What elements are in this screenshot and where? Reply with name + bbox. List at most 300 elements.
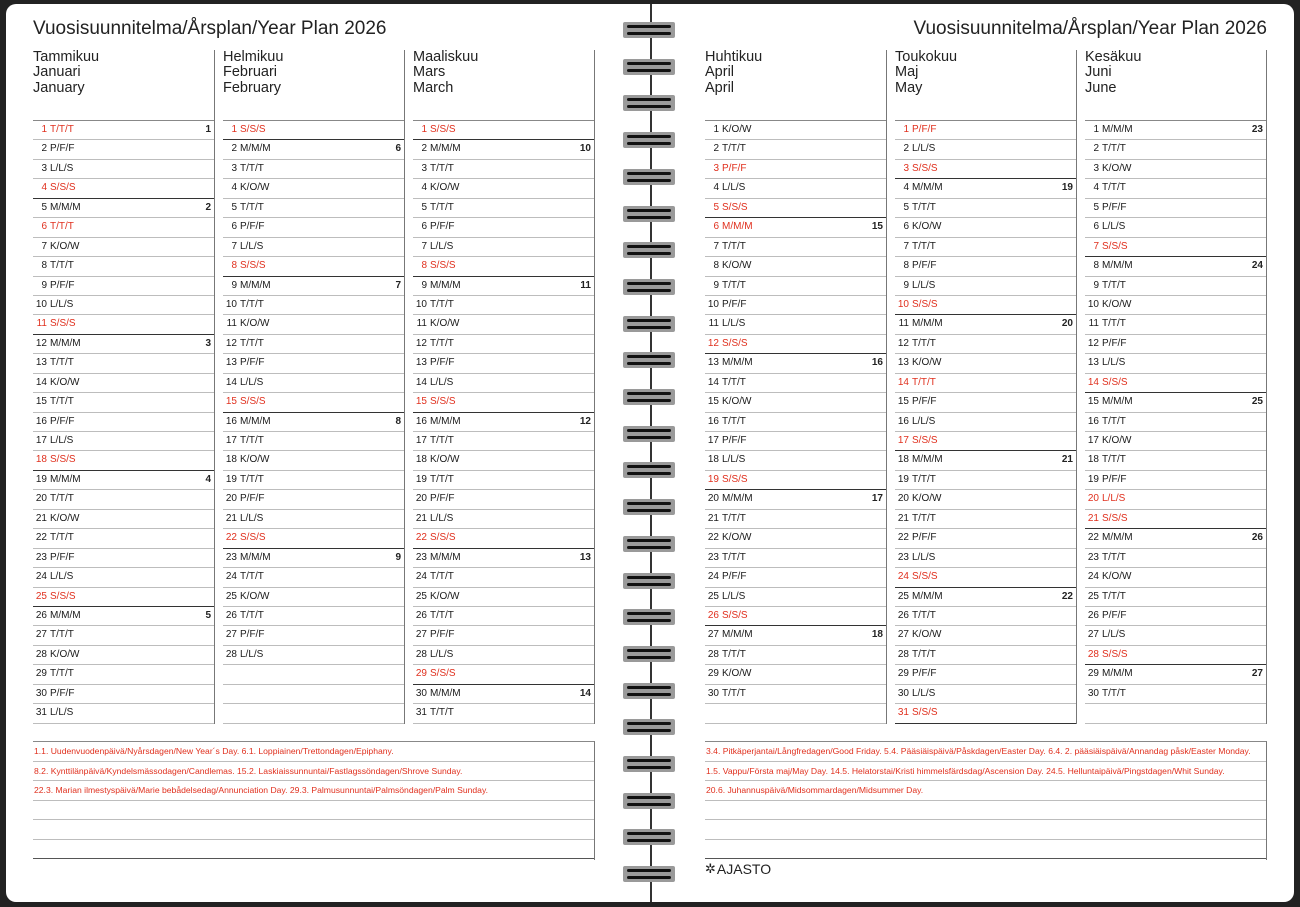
weekday-abbrev: L/L/S bbox=[1102, 493, 1126, 505]
day-row[interactable] bbox=[1085, 277, 1266, 296]
day-row[interactable] bbox=[895, 490, 1076, 509]
day-row[interactable] bbox=[705, 277, 886, 296]
day-number: 16 bbox=[225, 415, 237, 427]
weekday-abbrev: K/O/W bbox=[430, 590, 460, 602]
day-row[interactable] bbox=[895, 121, 1076, 140]
day-row[interactable] bbox=[33, 374, 214, 393]
day-row[interactable] bbox=[1085, 238, 1266, 257]
day-row[interactable] bbox=[895, 665, 1076, 684]
day-row[interactable] bbox=[705, 413, 886, 432]
day-row[interactable] bbox=[895, 257, 1076, 276]
day-row[interactable] bbox=[223, 665, 404, 684]
day-row[interactable] bbox=[705, 121, 886, 140]
day-row[interactable] bbox=[705, 335, 886, 354]
weekday-abbrev: L/L/S bbox=[912, 279, 936, 291]
day-number: 17 bbox=[1087, 435, 1099, 446]
day-row[interactable] bbox=[223, 646, 404, 665]
weekday-abbrev: K/O/W bbox=[722, 396, 752, 408]
day-row[interactable] bbox=[33, 238, 214, 257]
month-name-line: Helmikuu bbox=[223, 49, 284, 65]
day-row[interactable] bbox=[223, 121, 404, 140]
day-row[interactable] bbox=[413, 238, 594, 257]
day-number: 26 bbox=[35, 609, 47, 621]
day-row[interactable] bbox=[1085, 549, 1266, 568]
weekday-abbrev: T/T/T bbox=[912, 240, 936, 252]
day-row[interactable] bbox=[1085, 646, 1266, 665]
day-row[interactable] bbox=[33, 685, 214, 704]
day-row[interactable] bbox=[895, 218, 1076, 237]
weekday-abbrev: K/O/W bbox=[722, 668, 752, 680]
day-row[interactable] bbox=[223, 179, 404, 198]
weekday-abbrev: M/M/M bbox=[1102, 396, 1133, 408]
day-row[interactable] bbox=[895, 646, 1076, 665]
day-row[interactable] bbox=[895, 568, 1076, 587]
day-number: 20 bbox=[897, 493, 909, 505]
day-number: 19 bbox=[415, 473, 427, 485]
day-row[interactable] bbox=[705, 471, 886, 490]
month-name-line: January bbox=[33, 79, 85, 96]
day-row[interactable] bbox=[705, 199, 886, 218]
day-row[interactable] bbox=[895, 374, 1076, 393]
day-row[interactable] bbox=[1085, 704, 1266, 723]
day-row[interactable] bbox=[895, 588, 1076, 607]
day-number: 7 bbox=[231, 240, 237, 252]
day-row[interactable] bbox=[223, 568, 404, 587]
day-row[interactable] bbox=[223, 607, 404, 626]
weekday-abbrev: P/F/F bbox=[50, 551, 75, 563]
note-line[interactable]: 1.5. Vappu/Första maj/May Day. 14.5. Helatorstai/Kristi himmelsfärdsdag/Ascension Day. 24.5. Helluntaipäivä/Pingstdagen/Whit Sunday. bbox=[705, 762, 1266, 782]
page-title: Vuosisuunnitelma/Årsplan/Year Plan 2026 bbox=[913, 18, 1267, 39]
day-number: 28 bbox=[35, 648, 47, 660]
day-number: 27 bbox=[35, 629, 47, 641]
day-row[interactable] bbox=[33, 607, 214, 626]
weekday-abbrev: T/T/T bbox=[240, 162, 264, 174]
day-row[interactable] bbox=[223, 471, 404, 490]
weekday-abbrev: T/T/T bbox=[240, 473, 264, 485]
week-number: 19 bbox=[1061, 182, 1073, 194]
day-row[interactable] bbox=[223, 296, 404, 315]
day-row[interactable] bbox=[895, 315, 1076, 334]
week-number: 3 bbox=[205, 337, 211, 349]
day-row[interactable] bbox=[1085, 335, 1266, 354]
day-row[interactable] bbox=[413, 393, 594, 412]
day-row[interactable] bbox=[223, 510, 404, 529]
month-name-line: February bbox=[223, 79, 282, 96]
day-number: 22 bbox=[707, 532, 719, 544]
week-number: 27 bbox=[1251, 668, 1263, 680]
holiday-notes bbox=[705, 741, 1267, 860]
day-row[interactable] bbox=[705, 296, 886, 315]
day-row[interactable] bbox=[413, 568, 594, 587]
day-row[interactable] bbox=[33, 626, 214, 645]
day-number: 31 bbox=[415, 707, 427, 719]
note-line[interactable]: 22.3. Marian ilmestyspäivä/Marie bebådelsedag/Annunciation Day. 29.3. Palmusunnuntai/Palmsöndagen/Palm Sunday. bbox=[33, 781, 594, 801]
day-row[interactable] bbox=[705, 685, 886, 704]
day-row[interactable] bbox=[705, 704, 886, 723]
binding-ring bbox=[623, 169, 675, 185]
day-number: 26 bbox=[1087, 609, 1099, 621]
day-row[interactable] bbox=[1085, 199, 1266, 218]
day-row[interactable] bbox=[895, 510, 1076, 529]
day-row[interactable] bbox=[895, 685, 1076, 704]
day-row[interactable] bbox=[33, 218, 214, 237]
day-row[interactable] bbox=[1085, 160, 1266, 179]
day-row[interactable] bbox=[1085, 510, 1266, 529]
weekday-abbrev: T/T/T bbox=[722, 415, 746, 427]
day-row[interactable] bbox=[223, 335, 404, 354]
day-row[interactable] bbox=[413, 121, 594, 140]
day-row[interactable] bbox=[895, 277, 1076, 296]
day-row[interactable] bbox=[1085, 607, 1266, 626]
day-row[interactable] bbox=[223, 549, 404, 568]
day-row[interactable] bbox=[413, 607, 594, 626]
day-row[interactable] bbox=[705, 568, 886, 587]
day-row[interactable] bbox=[413, 335, 594, 354]
day-row[interactable] bbox=[705, 218, 886, 237]
day-row[interactable] bbox=[705, 451, 886, 470]
binding-ring bbox=[623, 242, 675, 258]
day-row[interactable] bbox=[705, 626, 886, 645]
day-row[interactable] bbox=[705, 393, 886, 412]
weekday-abbrev: P/F/F bbox=[430, 357, 455, 369]
binding-ring bbox=[623, 59, 675, 75]
day-row[interactable] bbox=[895, 140, 1076, 159]
day-row[interactable] bbox=[413, 510, 594, 529]
day-row[interactable] bbox=[895, 471, 1076, 490]
day-row[interactable] bbox=[1085, 588, 1266, 607]
day-row[interactable] bbox=[895, 607, 1076, 626]
day-number: 2 bbox=[1093, 143, 1099, 155]
day-row[interactable] bbox=[33, 257, 214, 276]
day-row[interactable] bbox=[1085, 218, 1266, 237]
day-row[interactable] bbox=[705, 549, 886, 568]
note-line[interactable] bbox=[33, 820, 594, 840]
note-line[interactable] bbox=[33, 840, 594, 860]
note-line[interactable] bbox=[705, 801, 1266, 821]
day-row[interactable] bbox=[895, 238, 1076, 257]
day-number: 28 bbox=[415, 648, 427, 660]
day-number: 24 bbox=[35, 571, 47, 583]
day-row[interactable] bbox=[1085, 451, 1266, 470]
day-row[interactable] bbox=[1085, 296, 1266, 315]
day-row[interactable] bbox=[1085, 432, 1266, 451]
day-number: 7 bbox=[713, 240, 719, 252]
day-row[interactable] bbox=[33, 665, 214, 684]
day-row[interactable] bbox=[413, 140, 594, 159]
day-number: 24 bbox=[415, 571, 427, 583]
day-row[interactable] bbox=[33, 413, 214, 432]
day-row[interactable] bbox=[33, 510, 214, 529]
weekday-abbrev: T/T/T bbox=[50, 357, 74, 369]
day-row[interactable] bbox=[705, 179, 886, 198]
day-row[interactable] bbox=[223, 354, 404, 373]
note-line[interactable]: 8.2. Kynttilänpäivä/Kyndelsmässodagen/Candlemas. 15.2. Laskiaissunnuntai/Fastlagssöndagen/Shrove Sunday. bbox=[33, 762, 594, 782]
day-row[interactable] bbox=[33, 277, 214, 296]
day-row[interactable] bbox=[33, 160, 214, 179]
day-row[interactable] bbox=[413, 160, 594, 179]
day-row[interactable] bbox=[223, 218, 404, 237]
day-number: 4 bbox=[231, 182, 237, 194]
day-row[interactable] bbox=[705, 432, 886, 451]
day-row[interactable] bbox=[33, 393, 214, 412]
day-row[interactable] bbox=[413, 277, 594, 296]
day-row[interactable] bbox=[223, 140, 404, 159]
weekday-abbrev: P/F/F bbox=[722, 298, 747, 310]
weekday-abbrev: K/O/W bbox=[912, 493, 942, 505]
binding-ring bbox=[623, 536, 675, 552]
day-row[interactable] bbox=[1085, 179, 1266, 198]
day-row[interactable] bbox=[223, 451, 404, 470]
day-row[interactable] bbox=[895, 451, 1076, 470]
day-row[interactable] bbox=[223, 374, 404, 393]
day-row[interactable] bbox=[223, 160, 404, 179]
day-row[interactable] bbox=[33, 432, 214, 451]
day-row[interactable] bbox=[33, 529, 214, 548]
day-row[interactable] bbox=[413, 315, 594, 334]
day-row[interactable] bbox=[413, 626, 594, 645]
week-number: 6 bbox=[395, 143, 401, 155]
day-row[interactable] bbox=[33, 140, 214, 159]
month-name bbox=[1085, 50, 1266, 120]
day-row[interactable] bbox=[33, 646, 214, 665]
day-row[interactable] bbox=[413, 665, 594, 684]
day-list bbox=[223, 120, 404, 724]
day-row[interactable] bbox=[895, 199, 1076, 218]
day-row[interactable] bbox=[895, 704, 1076, 723]
day-row[interactable] bbox=[223, 257, 404, 276]
day-row[interactable] bbox=[895, 179, 1076, 198]
day-number: 15 bbox=[35, 396, 47, 408]
day-number: 8 bbox=[903, 260, 909, 272]
day-row[interactable] bbox=[33, 354, 214, 373]
month-name-line: March bbox=[413, 79, 454, 96]
day-row[interactable] bbox=[705, 160, 886, 179]
weekday-abbrev: P/F/F bbox=[240, 493, 265, 505]
day-row[interactable] bbox=[33, 315, 214, 334]
day-number: 7 bbox=[1093, 240, 1099, 252]
day-row[interactable] bbox=[223, 588, 404, 607]
day-row[interactable] bbox=[33, 490, 214, 509]
day-row[interactable] bbox=[413, 490, 594, 509]
weekday-abbrev: M/M/M bbox=[50, 609, 81, 621]
day-row[interactable] bbox=[413, 451, 594, 470]
weekday-abbrev: P/F/F bbox=[240, 221, 265, 233]
day-number: 27 bbox=[707, 629, 719, 641]
day-row[interactable] bbox=[33, 451, 214, 470]
weekday-abbrev: L/L/S bbox=[912, 551, 936, 563]
day-row[interactable] bbox=[705, 315, 886, 334]
day-row[interactable] bbox=[705, 354, 886, 373]
day-row[interactable] bbox=[223, 704, 404, 723]
month-name-line: Juni bbox=[1085, 64, 1112, 81]
day-row[interactable] bbox=[223, 626, 404, 645]
day-row[interactable] bbox=[1085, 140, 1266, 159]
day-row[interactable] bbox=[413, 685, 594, 704]
day-row[interactable] bbox=[1085, 257, 1266, 276]
day-row[interactable] bbox=[223, 413, 404, 432]
weekday-abbrev: M/M/M bbox=[912, 454, 943, 466]
day-row[interactable] bbox=[413, 549, 594, 568]
day-row[interactable] bbox=[413, 588, 594, 607]
day-row[interactable] bbox=[1085, 393, 1266, 412]
note-line[interactable]: 20.6. Juhannuspäivä/Midsommardagen/Midsummer Day. bbox=[705, 781, 1266, 801]
day-row[interactable] bbox=[33, 568, 214, 587]
weekday-abbrev: S/S/S bbox=[912, 707, 938, 719]
month-name bbox=[895, 50, 1076, 120]
week-number: 23 bbox=[1251, 124, 1263, 135]
day-row[interactable] bbox=[33, 179, 214, 198]
day-row[interactable] bbox=[895, 432, 1076, 451]
day-row[interactable] bbox=[413, 354, 594, 373]
weekday-abbrev: L/L/S bbox=[912, 687, 936, 699]
day-row[interactable] bbox=[413, 432, 594, 451]
day-number: 26 bbox=[225, 609, 237, 621]
day-row[interactable] bbox=[413, 529, 594, 548]
day-number: 17 bbox=[707, 435, 719, 446]
weekday-abbrev: T/T/T bbox=[430, 435, 454, 446]
weekday-abbrev: S/S/S bbox=[1102, 240, 1128, 252]
weekday-abbrev: P/F/F bbox=[722, 571, 747, 583]
day-row[interactable] bbox=[223, 393, 404, 412]
weekday-abbrev: M/M/M bbox=[722, 221, 753, 233]
day-row[interactable] bbox=[705, 607, 886, 626]
note-line[interactable] bbox=[705, 820, 1266, 840]
day-number: 17 bbox=[897, 435, 909, 446]
day-row[interactable] bbox=[1085, 354, 1266, 373]
day-row[interactable] bbox=[705, 374, 886, 393]
day-row[interactable] bbox=[413, 471, 594, 490]
day-row[interactable] bbox=[705, 490, 886, 509]
week-number: 26 bbox=[1251, 532, 1263, 544]
day-number: 6 bbox=[1093, 221, 1099, 233]
day-row[interactable] bbox=[895, 529, 1076, 548]
weekday-abbrev: M/M/M bbox=[430, 415, 461, 427]
weekday-abbrev: K/O/W bbox=[430, 454, 460, 466]
weekday-abbrev: T/T/T bbox=[1102, 182, 1126, 194]
day-row[interactable] bbox=[1085, 121, 1266, 140]
weekday-abbrev: T/T/T bbox=[1102, 415, 1126, 427]
day-row[interactable] bbox=[413, 413, 594, 432]
binding-ring bbox=[623, 609, 675, 625]
day-row[interactable] bbox=[705, 529, 886, 548]
day-number: 5 bbox=[231, 201, 237, 213]
day-number: 18 bbox=[35, 454, 47, 466]
day-row[interactable] bbox=[1085, 665, 1266, 684]
day-row[interactable] bbox=[1085, 490, 1266, 509]
note-line[interactable]: 1.1. Uudenvuodenpäivä/Nyårsdagen/New Year´s Day. 6.1. Loppiainen/Trettondagen/Epiphany. bbox=[33, 742, 594, 762]
day-row[interactable] bbox=[1085, 529, 1266, 548]
day-row[interactable] bbox=[895, 335, 1076, 354]
day-row[interactable] bbox=[223, 238, 404, 257]
day-row[interactable] bbox=[895, 354, 1076, 373]
day-row[interactable] bbox=[223, 685, 404, 704]
day-row[interactable] bbox=[413, 218, 594, 237]
weekday-abbrev: M/M/M bbox=[1102, 532, 1133, 544]
day-number: 20 bbox=[35, 493, 47, 505]
day-row[interactable] bbox=[1085, 471, 1266, 490]
binding-ring bbox=[623, 426, 675, 442]
day-row[interactable] bbox=[705, 257, 886, 276]
day-number: 20 bbox=[225, 493, 237, 505]
day-row[interactable] bbox=[1085, 413, 1266, 432]
day-row[interactable] bbox=[33, 471, 214, 490]
day-row[interactable] bbox=[895, 413, 1076, 432]
day-row[interactable] bbox=[33, 199, 214, 218]
day-number: 4 bbox=[1093, 182, 1099, 194]
day-row[interactable] bbox=[413, 374, 594, 393]
note-line[interactable] bbox=[33, 801, 594, 821]
day-row[interactable] bbox=[413, 296, 594, 315]
day-row[interactable] bbox=[33, 588, 214, 607]
day-row[interactable] bbox=[705, 140, 886, 159]
day-row[interactable] bbox=[413, 257, 594, 276]
day-row[interactable] bbox=[895, 160, 1076, 179]
day-row[interactable] bbox=[705, 238, 886, 257]
day-row[interactable] bbox=[895, 393, 1076, 412]
weekday-abbrev: T/T/T bbox=[50, 493, 74, 505]
day-row[interactable] bbox=[413, 646, 594, 665]
day-row[interactable] bbox=[223, 277, 404, 296]
weekday-abbrev: T/T/T bbox=[50, 629, 74, 641]
day-row[interactable] bbox=[223, 315, 404, 334]
day-row[interactable] bbox=[1085, 685, 1266, 704]
day-row[interactable] bbox=[413, 199, 594, 218]
day-number: 9 bbox=[421, 279, 427, 291]
day-row[interactable] bbox=[223, 529, 404, 548]
day-row[interactable] bbox=[895, 549, 1076, 568]
day-row[interactable] bbox=[33, 335, 214, 354]
day-row[interactable] bbox=[1085, 315, 1266, 334]
week-number: 2 bbox=[205, 201, 211, 213]
weekday-abbrev: K/O/W bbox=[240, 318, 270, 330]
day-row[interactable] bbox=[413, 179, 594, 198]
weekday-abbrev: K/O/W bbox=[240, 590, 270, 602]
day-row[interactable] bbox=[33, 704, 214, 723]
day-number: 5 bbox=[421, 201, 427, 213]
day-row[interactable] bbox=[223, 432, 404, 451]
day-number: 13 bbox=[415, 357, 427, 369]
day-row[interactable] bbox=[1085, 568, 1266, 587]
note-line[interactable]: 3.4. Pitkäperjantai/Långfredagen/Good Friday. 5.4. Pääsiäispäivä/Påskdagen/Easter Day. 6.4. 2. pääsiäispäivä/Annandag påsk/Easter Monday. bbox=[705, 742, 1266, 762]
day-row[interactable] bbox=[223, 490, 404, 509]
day-row[interactable] bbox=[705, 510, 886, 529]
day-number: 26 bbox=[707, 609, 719, 621]
day-row[interactable] bbox=[895, 296, 1076, 315]
day-row[interactable] bbox=[33, 296, 214, 315]
day-row[interactable] bbox=[33, 121, 214, 140]
day-row[interactable] bbox=[223, 199, 404, 218]
day-row[interactable] bbox=[705, 646, 886, 665]
day-row[interactable] bbox=[413, 704, 594, 723]
day-number: 10 bbox=[1087, 298, 1099, 310]
day-row[interactable] bbox=[705, 665, 886, 684]
weekday-abbrev: L/L/S bbox=[240, 648, 264, 660]
weekday-abbrev: T/T/T bbox=[50, 221, 74, 233]
day-number: 1 bbox=[713, 124, 719, 135]
weekday-abbrev: P/F/F bbox=[912, 124, 937, 135]
day-row[interactable] bbox=[33, 549, 214, 568]
note-line[interactable] bbox=[705, 840, 1266, 860]
day-row[interactable] bbox=[1085, 374, 1266, 393]
day-row[interactable] bbox=[895, 626, 1076, 645]
day-row[interactable] bbox=[705, 588, 886, 607]
day-row[interactable] bbox=[1085, 626, 1266, 645]
weekday-abbrev: M/M/M bbox=[430, 143, 461, 155]
weekday-abbrev: P/F/F bbox=[1102, 473, 1127, 485]
month-name-line: June bbox=[1085, 79, 1117, 96]
month-column bbox=[1085, 50, 1267, 724]
day-number: 23 bbox=[707, 551, 719, 563]
